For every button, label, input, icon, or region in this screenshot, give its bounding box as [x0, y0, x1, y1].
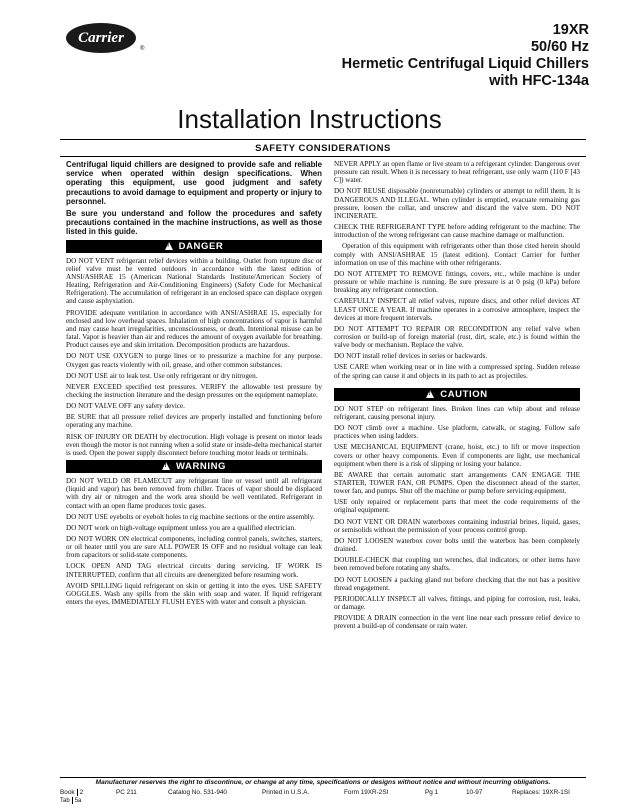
warning-triangle-icon	[162, 462, 170, 470]
warning-triangle-icon	[426, 390, 434, 398]
caution-item: PROVIDE A DRAIN connection in the vent line near each pressure relief device to prevent a build-up of condensate or rain water.	[334, 614, 580, 631]
caution-item: DO NOT ATTEMPT TO REPAIR OR RECONDITION any relief valve when corrosion or build-up of foreign material (rust, dirt, scale, etc.) is found within the valve body or mechanism. Replace the valve.	[334, 324, 580, 350]
book-info	[60, 789, 83, 796]
warning-item: LOCK OPEN AND TAG electrical circuits during servicing. IF WORK IS INTERRUPTED, confirm that all circuits are deenergized before resuming work.	[66, 562, 322, 579]
product-line-2: with HFC-134a	[489, 73, 589, 89]
issue-date: 10-97	[466, 789, 483, 796]
danger-item: DO NOT USE air to leak test. Use only refrigerant or dry nitrogen.	[66, 371, 258, 380]
tab-label: Tab	[60, 798, 70, 805]
book-label: Book	[60, 789, 75, 797]
warning-triangle-icon	[165, 242, 173, 250]
right-column	[334, 160, 580, 634]
caution-item: CHECK THE REFRIGERANT TYPE before adding refrigerant to the machine. The introduction of the wrong refrigerant can cause machine damage or malfunction.	[334, 223, 580, 240]
carrier-logo: Carrier	[66, 23, 136, 53]
footer-divider	[60, 777, 586, 778]
caution-item: NEVER APPLY an open flame or live steam to a refrigerant cylinder. Dangerous over pressure can result. When it is necessary to heat refrigerant, use only warm (110 F [43 C]) water.	[334, 160, 580, 185]
warning-item: DO NOT WELD OR FLAMECUT any refrigerant line or vessel until all refrigerant (liquid and vapor) has been removed from chiller. Traces of vapor should be displaced with dry air or nitrogen and the work area should be well ventilated. Refrigerant in contact with an open flame produces toxic gases.	[66, 477, 322, 510]
danger-item: DO NOT VALVE OFF any safety device.	[66, 402, 185, 411]
section-heading: SAFETY CONSIDERATIONS	[255, 143, 391, 154]
danger-item: PROVIDE adequate ventilation in accordance with ANSI/ASHRAE 15, especially for enclosed and low overhead spaces. Inhalation of high concentrations of vapor is harmful and may cause heart irregularities, unconsciousness, or death. Intentional misuse can be fatal. Vapor is heavier than air and reduces the amount of oxygen available for breathing. Product causes eye and skin irritation. Decomposition products are hazardous.	[66, 308, 322, 350]
warning-banner	[66, 460, 322, 473]
replaces: Replaces: 19XR-1SI	[512, 789, 570, 796]
danger-item: NEVER EXCEED specified test pressures. VERIFY the allowable test pressure by checking the instruction literature and the design pressures on the equipment nameplate.	[66, 382, 322, 399]
caution-item: DO NOT install relief devices in series or backwards.	[334, 352, 488, 361]
caution-banner	[334, 388, 580, 401]
page-title: Installation Instructions	[177, 104, 442, 134]
caution-label: CAUTION	[440, 388, 488, 400]
caution-item: USE MECHANICAL EQUIPMENT (crane, hoist, etc.) to lift or move inspection covers or other heavy components. Even if components are light, use mechanical equipment when there is a risk of slipping or losing your balance.	[334, 443, 580, 468]
book-number: 2	[79, 789, 84, 797]
warning-item: DO NOT work on high-voltage equipment unless you are a qualified electrician.	[66, 523, 296, 532]
divider	[72, 797, 73, 804]
caution-item: DO NOT LOOSEN waterbox cover bolts until the waterbox has been completely drained.	[334, 536, 580, 554]
catalog-number: Catalog No. 531-940	[168, 789, 227, 796]
danger-item: DO NOT USE OXYGEN to purge lines or to pressurize a machine for any purpose. Oxygen gas reacts violently with oil, grease, and other common substances.	[66, 352, 322, 369]
danger-label: DANGER	[178, 240, 224, 252]
caution-item: DO NOT LOOSEN a packing gland nut before checking that the nut has a positive thread engagement.	[334, 575, 580, 592]
caution-item: DO NOT STEP on refrigerant lines. Broken lines can whip about and release refrigerant, causing personal injury.	[334, 404, 580, 421]
danger-item: BE SURE that all pressure relief devices are properly installed and functioning before operating any machine.	[66, 413, 322, 430]
caution-item: BE AWARE that certain automatic start arrangements CAN ENGAGE THE STARTER, TOWER FAN, OR PUMPS. Open the disconnect ahead of the starter, tower fan, and pumps. Shut off the machine or pump before servicing equipment.	[334, 470, 580, 496]
intro-paragraph: Centrifugal liquid chillers are designed to provide safe and reliable service when operated within design specifications. When operating this equipment, use good judgment and safety precautions to avoid damage to equipment and property or injury to personnel.	[66, 160, 322, 206]
tab-number: 5a	[74, 798, 82, 805]
registered-mark: ®	[140, 46, 145, 52]
danger-item: DO NOT VENT refrigerant relief devices within a building. Outlet from rupture disc or relief valve must be vented outdoors in accordance with the latest edition of ANSI/ASHRAE 15 (American National Standards Institute/American Society of Heating, Refrigeration and Air-Conditioning Engineers) (Safety Code for Mechanical Refrigeration). The accumulation of refrigerant in an enclosed space can displace oxygen and cause asphyxiation.	[66, 256, 322, 306]
printed-in: Printed in U.S.A.	[262, 789, 310, 796]
caution-item: DO NOT VENT OR DRAIN waterboxes containing industrial brines, liquid, gases, or semisolids without the permission of your process control group.	[334, 517, 580, 534]
left-column	[66, 160, 322, 609]
warning-label: WARNING	[175, 461, 227, 473]
caution-item: PERIODICALLY INSPECT all valves, fittings, and piping for corrosion, rust, leaks, or damage.	[334, 594, 580, 612]
divider	[77, 789, 78, 796]
heading-divider	[60, 156, 586, 157]
intro-paragraph: Be sure you understand and follow the procedures and safety precautions contained in the machine instructions, as well as those listed in this guide.	[66, 209, 322, 237]
caution-item: DOUBLE-CHECK that coupling nut wrenches, dial indicators, or other items have been removed before rotating any shafts.	[334, 556, 580, 573]
pc-number: PC 211	[116, 789, 137, 796]
warning-item: DO NOT WORK ON electrical components, including control panels, switches, starters, or oil heater until you are sure ALL POWER IS OFF and no residual voltage can leak from capacitors or solid-state components.	[66, 535, 322, 560]
danger-banner	[66, 240, 322, 253]
danger-item: RISK OF INJURY OR DEATH by electrocution. High voltage is present on motor leads even though the motor is not running when a solid state or inside-delta mechanical starter is used. Open the power supply disconnect before touching motor leads or terminals.	[66, 432, 322, 457]
disclaimer: Manufacturer reserves the right to discontinue, or change at any time, specifications or designs without notice and without incurring obligations.	[95, 779, 551, 786]
product-line-1: Hermetic Centrifugal Liquid Chillers	[341, 56, 589, 72]
caution-item: DO NOT ATTEMPT TO REMOVE fittings, covers, etc., while machine is under pressure or while machine is running. Be sure pressure is at 0 psig (0 kPa) before breaking any refrigerant connection.	[334, 269, 580, 295]
warning-item: DO NOT USE eyebolts or eyebolt holes to rig machine sections or the entire assembly.	[66, 512, 315, 521]
caution-item: DO NOT REUSE disposable (nonreturnable) cylinders or attempt to refill them. It is DANGEROUS AND ILLEGAL. When cylinder is emptied, evacuate remaining gas pressure, loosen the collar, and unscrew and discard the valve stem. DO NOT INCINERATE.	[334, 187, 580, 220]
form-number: Form 19XR-2SI	[344, 789, 389, 796]
model-number: 19XR	[552, 22, 589, 38]
page-number: Pg 1	[425, 789, 439, 796]
caution-item: Operation of this equipment with refrigerants other than those cited herein should comply with ANSI/ASHRAE 15 (latest edition). Contact Carrier for further information on use of this machine with other refrigerants.	[334, 242, 580, 267]
caution-item: CAREFULLY INSPECT all relief valves, rupture discs, and other relief devices AT LEAST ONCE A YEAR. If machine operates in a corrosive atmosphere, inspect the devices at more frequent intervals.	[334, 297, 580, 322]
caution-item: DO NOT climb over a machine. Use platform, catwalk, or staging. Follow safe practices when using ladders.	[334, 424, 580, 441]
frequency: 50/60 Hz	[530, 39, 589, 55]
caution-item: USE only repaired or replacement parts that meet the code requirements of the original equipment.	[334, 498, 580, 515]
warning-item: AVOID SPILLING liquid refrigerant on skin or getting it into the eyes. USE SAFETY GOGGLES. Wash any spills from the skin with soap and water. If liquid refrigerant enters the eyes, IMMEDIATELY FLUSH EYES with water and consult a physician.	[66, 581, 322, 607]
caution-item: USE CARE when working near or in line with a compressed spring. Sudden release of the spring can cause it and objects in its path to act as projectiles.	[334, 363, 580, 380]
tab-info	[60, 797, 81, 804]
